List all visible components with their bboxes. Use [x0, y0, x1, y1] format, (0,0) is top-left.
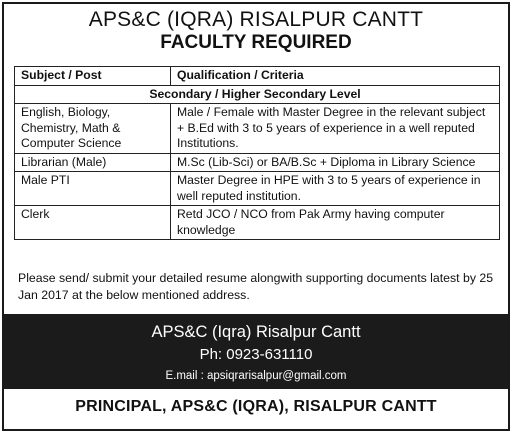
submission-note: Please send/ submit your detailed resume alongwith supporting documents latest by 25 Jan 2017 at the below mentioned address.	[18, 271, 494, 302]
criteria-cell: M.Sc (Lib-Sci) or BA/B.Sc + Diploma in Library Science	[171, 153, 500, 172]
subject-cell: Librarian (Male)	[15, 153, 171, 172]
contact-phone: Ph: 0923-631110	[199, 346, 313, 363]
table-row	[15, 206, 500, 240]
column-header-subject: Subject / Post	[15, 67, 171, 86]
contact-email: E.mail : apsiqrarisalpur@gmail.com	[165, 370, 347, 382]
ad-header	[4, 4, 508, 54]
criteria-cell: Male / Female with Master Degree in the relevant subject + B.Ed with 3 to 5 years of experience in a well reputed Institutions.	[171, 104, 500, 154]
table-row	[15, 153, 500, 172]
contact-block	[4, 314, 508, 389]
subject-cell: Clerk	[15, 206, 171, 240]
footer-principal: PRINCIPAL, APS&C (IQRA), RISALPUR CANTT	[75, 398, 437, 415]
subject-cell: Male PTI	[15, 172, 171, 206]
criteria-cell: Retd JCO / NCO from Pak Army having computer knowledge	[171, 206, 500, 240]
organization-title: APS&C (IQRA) RISALPUR CANTT	[88, 8, 424, 31]
table-row	[15, 172, 500, 206]
faculty-table	[14, 66, 500, 240]
column-header-qualification: Qualification / Criteria	[171, 67, 500, 86]
subject-cell: English, Biology, Chemistry, Math & Computer Science	[15, 104, 171, 154]
contact-name: APS&C (Iqra) Risalpur Cantt	[151, 323, 361, 341]
table-row	[15, 104, 500, 154]
criteria-cell: Master Degree in HPE with 3 to 5 years of experience in well reputed institution.	[171, 172, 500, 206]
ad-subtitle: FACULTY REQUIRED	[160, 32, 352, 53]
level-row	[15, 85, 500, 104]
table-header-row	[15, 67, 500, 86]
job-advertisement	[2, 2, 510, 431]
level-label: Secondary / Higher Secondary Level	[15, 85, 500, 104]
